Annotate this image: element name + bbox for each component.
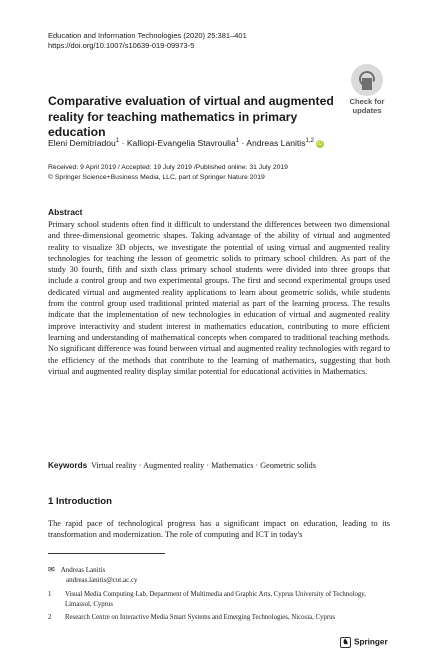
introduction-body: The rapid pace of technological progress has a significant impact on education, leading to its transformation and modernization. The role of computing and ICT in today's xyxy=(48,519,390,540)
section-heading-introduction: 1 Introduction xyxy=(48,496,112,507)
author-affiliation-ref: 1 xyxy=(115,138,120,145)
author-separator: · xyxy=(241,138,245,148)
footnote-divider xyxy=(48,553,165,554)
affiliation-2 xyxy=(48,613,390,623)
badge-label-line2: updates xyxy=(352,105,382,115)
badge-label-line1: Check for xyxy=(349,97,385,106)
author-separator: · xyxy=(121,138,125,148)
keywords-label: Keywords xyxy=(48,461,88,470)
corresponding-author-email[interactable]: andreas.lanitis@cut.ac.cy xyxy=(66,575,138,584)
publisher-name: Springer xyxy=(354,637,388,647)
check-for-updates-badge[interactable] xyxy=(340,64,394,120)
affiliation-text: Research Centre on Interactive Media Smart Systems and Emerging Technologies, Nicosia, Cyprus xyxy=(65,614,336,621)
copyright-line: © Springer Science+Business Media, LLC, part of Springer Nature 2019 xyxy=(48,173,265,181)
springer-logo xyxy=(340,637,388,648)
doi-link[interactable]: https://doi.org/10.1007/s10639-019-09973-5 xyxy=(48,41,195,50)
envelope-icon: ✉ xyxy=(48,565,55,574)
author-name[interactable]: Eleni Demitriadou xyxy=(48,138,116,148)
corresponding-author-name: Andreas Lanitis xyxy=(60,566,106,574)
abstract-body: Primary school students often find it difficult to understand the differences between two dimensional and three-dimensional geometric shapes. Taking advantage of the ability of virtual and augmented reality to visualize 3D objects, we investigate the potential of using virtual and augmented reality technologies for teaching the lesson of geometric solids to primary school children. As part of the study 30 fourth, fifth and sixth class primary school students were divided into three groups that include a control group and two experimental groups. The first and second experimental groups used dedicated virtual and augmented reality applications to learn about geometric solids, while students from the control group used traditional printed material as part of the learning process. The results indicate that the implementation of new technologies in education of virtual and augmented reality improve interactivity and student interest in mathematics education, contributing to more efficient learning and understanding of mathematical concepts when compared to traditional teaching methods. No significant difference was found between virtual and augmented reality technologies with regard to the efficiency of the methods that contribute to the learning of mathematics, suggesting that both virtual and augmented reality display similar potential for educational activities in Mathematics. xyxy=(48,220,390,376)
journal-citation: Education and Information Technologies (2020) 25:381–401 xyxy=(48,31,247,40)
author-name[interactable]: Kalliopi-Evangelia Stavroulia xyxy=(126,138,236,148)
keywords-list: Virtual reality · Augmented reality · Mathematics · Geometric solids xyxy=(91,461,316,470)
publication-dates xyxy=(48,163,408,182)
orcid-icon[interactable]: iD xyxy=(317,140,323,147)
badge-label xyxy=(340,98,394,115)
received-dates: Received: 9 April 2019 / Accepted: 19 July 2019 /Published online: 31 July 2019 xyxy=(48,164,288,171)
affiliation-number: 1 xyxy=(48,591,52,598)
journal-header xyxy=(48,31,247,51)
badge-bookmark-shape xyxy=(362,78,372,90)
corresponding-author xyxy=(48,565,138,585)
abstract-heading: Abstract xyxy=(48,207,83,217)
affiliation-number: 2 xyxy=(48,614,52,621)
affiliation-text: Visual Media Computing Lab, Department of Multimedia and Graphic Arts, Cyprus University of Technology, Limassol, Cyprus xyxy=(65,591,366,608)
keywords-line xyxy=(48,461,390,470)
springer-horse-icon: ♞ xyxy=(340,637,351,648)
author-list xyxy=(48,137,408,149)
author-affiliation-ref: 1,2 xyxy=(305,138,314,145)
author-affiliation-ref: 1 xyxy=(235,138,240,145)
author-name[interactable]: Andreas Lanitis xyxy=(246,138,306,148)
paper-title: Comparative evaluation of virtual and augmented reality for teaching mathematics in primary education xyxy=(48,94,334,139)
affiliation-1 xyxy=(48,590,390,609)
